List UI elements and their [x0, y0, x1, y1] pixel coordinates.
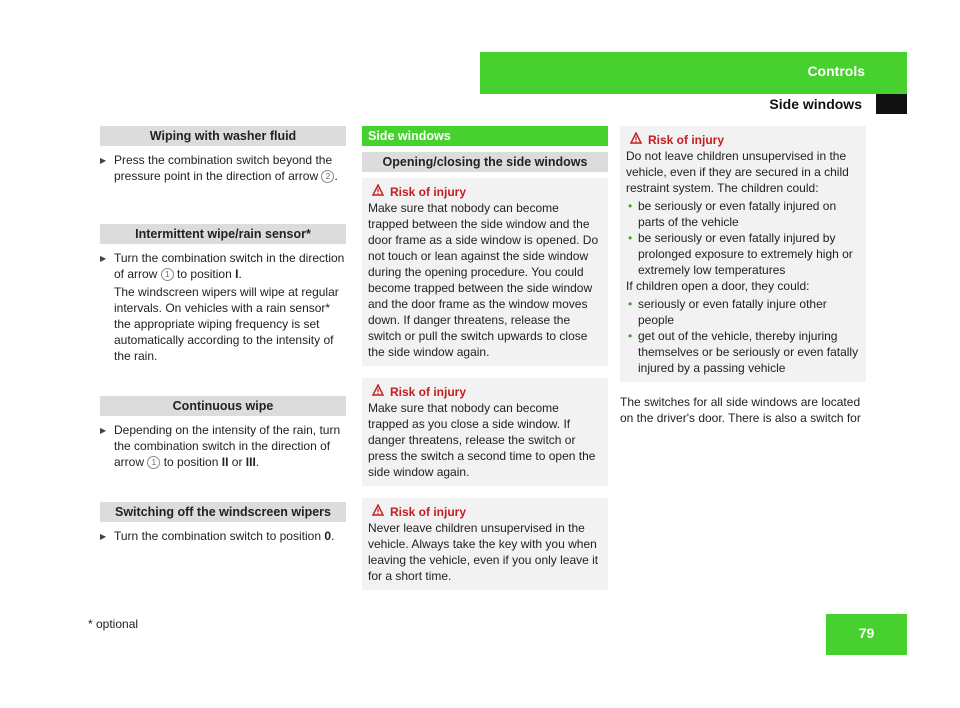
warning-triangle-icon — [372, 184, 384, 197]
warning-intro: Do not leave children unsupervised in the vehicle, even if they are secured in a child restraint system. The children could: — [626, 149, 849, 195]
warning-triangle-icon — [372, 384, 384, 397]
list-item: • get out of the vehicle, thereby injuring themselves or be seriously or even fatally injured by a passing vehicle — [626, 328, 860, 376]
column-right — [620, 126, 866, 426]
heading-intermittent: Intermittent wipe/rain sensor* — [100, 224, 346, 244]
list-item: • be seriously or even fatally injured by prolonged exposure to extremely high or extremely low temperatures — [626, 230, 860, 278]
step-washer: ▶ Press the combination switch beyond the pressure point in the direction of arrow 2 . — [100, 152, 346, 184]
step-continuous: ▶ Depending on the intensity of the rain, turn the combination switch in the direction of arrow 1 to position II or III. — [100, 422, 346, 470]
step-off: ▶ Turn the combination switch to position 0. — [100, 528, 346, 544]
warning-box-children: Risk of injury Do not leave children unsupervised in the vehicle, even if they are secured in a child restraint system. The children could: • be seriously or even fatally injured on parts of the vehicle • be seriously or even fatally injured by prolonged exposure to extremely high or extremely low temperatures If children open a door, they could: • seriously or even fatally injure other people • get out of the vehicle, thereby injuring themselves or be seriously or even fatally injured by a passing vehicle — [620, 126, 866, 382]
page-subtitle: Side windows — [769, 96, 862, 112]
warning-mid: If children open a door, they could: — [626, 279, 810, 293]
column-left — [100, 126, 346, 544]
warning-triangle-icon — [372, 504, 384, 517]
subheading: Opening/closing the side windows — [362, 152, 608, 172]
warning-text-2: Make sure that nobody can become trapped as you close a side window. If danger threatens, release the switch or press the switch a second time to open the side window again. — [368, 401, 596, 479]
bullet-list-2 — [626, 296, 860, 376]
warning-text-3: Never leave children unsupervised in the vehicle. Always take the key with you when leaving the vehicle, even if you only leave it for a short time. — [368, 521, 599, 583]
page-number: 79 — [826, 614, 907, 655]
section-tab — [480, 52, 907, 94]
section-title: Controls — [807, 63, 865, 79]
warning-box-3: Risk of injury Never leave children unsupervised in the vehicle. Always take the key with you when leaving the vehicle, even if you only leave it for a short time. — [362, 498, 608, 590]
heading-continuous: Continuous wipe — [100, 396, 346, 416]
column-middle — [362, 126, 608, 590]
bullet-list-1 — [626, 198, 860, 278]
warning-text-1: Make sure that nobody can become trapped between the side window and the door frame as a side window is opened. Do not touch or lean against the side window during the opening procedure. You could become trapped between the side window and the door frame as the window moves down. If danger threatens, release the switch or pull the switch upwards to close the side window again. — [368, 201, 599, 359]
heading-washer: Wiping with washer fluid — [100, 126, 346, 146]
list-item: • seriously or even fatally injure other people — [626, 296, 860, 328]
section-heading: Side windows — [362, 126, 608, 146]
list-item: • be seriously or even fatally injured on parts of the vehicle — [626, 198, 860, 230]
step-intermittent: ▶ Turn the combination switch in the direction of arrow 1 to position I. — [100, 250, 346, 282]
body-text: The switches for all side windows are located on the driver's door. There is also a switch for — [620, 395, 861, 425]
warning-box-1: Risk of injury Make sure that nobody can become trapped between the side window and the door frame as a side window is opened. Do not touch or lean against the side window during the opening procedure. You could become trapped between the side window and the door frame as the window moves down. If danger threatens, release the switch or pull the switch upwards to close the side window again. — [362, 178, 608, 366]
footnote: * optional — [88, 617, 139, 631]
warning-box-2: Risk of injury Make sure that nobody can become trapped as you close a side window. If danger threatens, release the switch or press the switch a second time to open the side window again. — [362, 378, 608, 486]
section-marker — [876, 94, 907, 114]
warning-triangle-icon — [630, 132, 642, 145]
heading-off: Switching off the windscreen wipers — [100, 502, 346, 522]
arrow-1-icon: 1 — [161, 268, 174, 281]
arrow-2-icon: 2 — [321, 170, 334, 183]
arrow-1-icon: 1 — [147, 456, 160, 469]
intermittent-description: The windscreen wipers will wipe at regular intervals. On vehicles with a rain sensor* the appropriate wiping frequency is set automatically according to the intensity of the rain. — [114, 285, 339, 363]
